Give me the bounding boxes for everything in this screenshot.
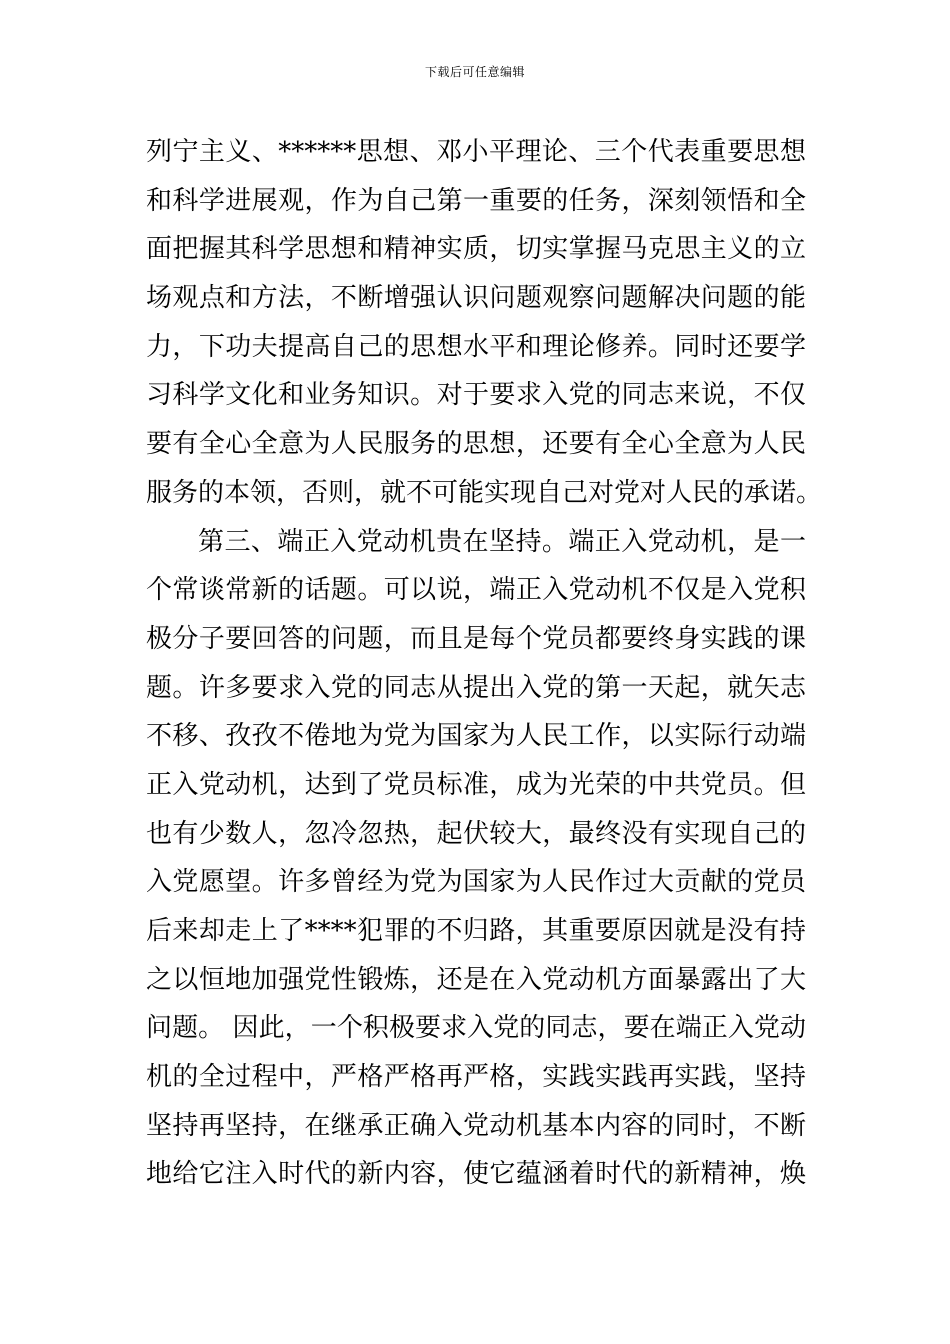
text-line: 面把握其科学思想和精神实质，切实掌握马克思主义的立 bbox=[146, 234, 806, 265]
text-line: 习科学文化和业务知识。对于要求入党的同志来说，不仅 bbox=[146, 380, 806, 411]
text-line: 机的全过程中，严格严格再严格，实践实践再实践，坚持 bbox=[146, 1062, 806, 1093]
text-line: 正入党动机，达到了党员标准，成为光荣的中共党员。但 bbox=[146, 769, 806, 800]
text-line: 后来却走上了****犯罪的不归路，其重要原因就是没有持 bbox=[146, 916, 806, 946]
document-body bbox=[146, 128, 823, 1199]
text-line: 题。许多要求入党的同志从提出入党的第一天起，就矢志 bbox=[146, 672, 806, 703]
text-line: 服务的本领，否则，就不可能实现自己对党对人民的承诺。 bbox=[146, 477, 823, 508]
text-line: 之以恒地加强党性锻炼，还是在入党动机方面暴露出了大 bbox=[146, 964, 806, 995]
text-line: 第三、端正入党动机贵在坚持。端正入党动机，是一 bbox=[198, 526, 806, 557]
text-line: 极分子要回答的问题，而且是每个党员都要终身实践的课 bbox=[146, 623, 806, 654]
text-line: 场观点和方法，不断增强认识问题观察问题解决问题的能 bbox=[146, 283, 806, 314]
text-line: 问题。 因此，一个积极要求入党的同志，要在端正入党动 bbox=[146, 1013, 806, 1044]
text-line: 坚持再坚持，在继承正确入党动机基本内容的同时，不断 bbox=[146, 1110, 806, 1141]
text-line: 也有少数人，忽冷忽热，起伏较大，最终没有实现自己的 bbox=[146, 818, 806, 849]
text-line: 列宁主义、******思想、邓小平理论、三个代表重要思想 bbox=[146, 137, 806, 167]
paragraph-2 bbox=[146, 518, 806, 1200]
text-line: 不移、孜孜不倦地为党为国家为人民工作，以实际行动端 bbox=[146, 721, 806, 752]
text-line: 入党愿望。许多曾经为党为国家为人民作过大贡献的党员 bbox=[146, 867, 806, 898]
text-line: 要有全心全意为人民服务的思想，还要有全心全意为人民 bbox=[146, 429, 806, 460]
text-line: 和科学进展观，作为自己第一重要的任务，深刻领悟和全 bbox=[146, 185, 806, 216]
text-line: 力，下功夫提高自己的思想水平和理论修养。同时还要学 bbox=[146, 331, 806, 362]
text-line: 地给它注入时代的新内容，使它蕴涵着时代的新精神，焕 bbox=[146, 1159, 806, 1190]
text-line: 个常谈常新的话题。可以说，端正入党动机不仅是入党积 bbox=[146, 575, 806, 606]
page-header: 下载后可任意编辑 bbox=[424, 65, 525, 79]
paragraph-1 bbox=[146, 128, 823, 518]
